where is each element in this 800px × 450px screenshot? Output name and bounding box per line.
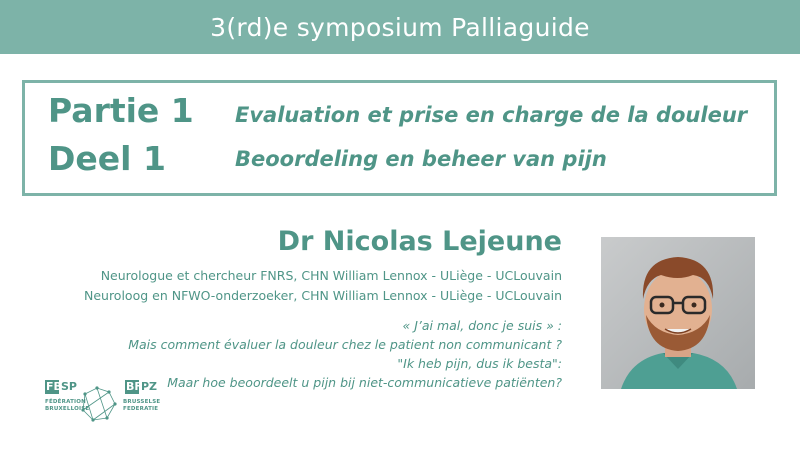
talk-quote-fr: « J’ai mal, donc je suis » : [402,318,562,333]
symposium-title: 3(rd)e symposium Palliaguide [210,12,590,42]
speaker-name: Dr Nicolas Lejeune [277,226,562,257]
bfpz-line2: FEDERATIE [123,406,159,412]
part-box [22,80,777,196]
bfpz-code-a: BF [126,380,142,393]
part-label-fr: Partie 1 [48,91,194,130]
speaker-affiliation-nl: Neuroloog en NFWO-onderzoeker, CHN William Lennox - ULiège - UCLouvain [83,288,562,303]
top-banner [0,0,800,54]
talk-question-fr: Mais comment évaluer la douleur chez le patient non communicant ? [128,337,562,352]
talk-question-nl: Maar hoe beoordeelt u pijn bij niet-communicatieve patiënten? [167,375,562,390]
fbsp-code-a: FB [46,380,62,393]
part-topic-nl: Beoordeling en beheer van pijn [235,147,607,171]
fbsp-line1: FÉDÉRATION [45,399,86,405]
fbsp-line2: BRUXELLOISE [45,406,90,412]
speaker-portrait-icon [601,237,755,389]
part-label-nl: Deel 1 [48,139,166,178]
federation-logos [45,380,165,430]
part-topic-fr: Evaluation et prise en charge de la douleur [235,103,748,127]
bfpz-line1: BRUSSELSE [123,399,161,405]
fbsp-code-b: SP [61,380,77,393]
bfpz-code-b: PZ [141,380,158,393]
speaker-affiliation-fr: Neurologue et chercheur FNRS, CHN William Lennox - ULiège - UCLouvain [100,268,562,283]
speaker-photo [601,237,755,389]
talk-quote-nl: "Ik heb pijn, dus ik besta": [397,356,562,371]
